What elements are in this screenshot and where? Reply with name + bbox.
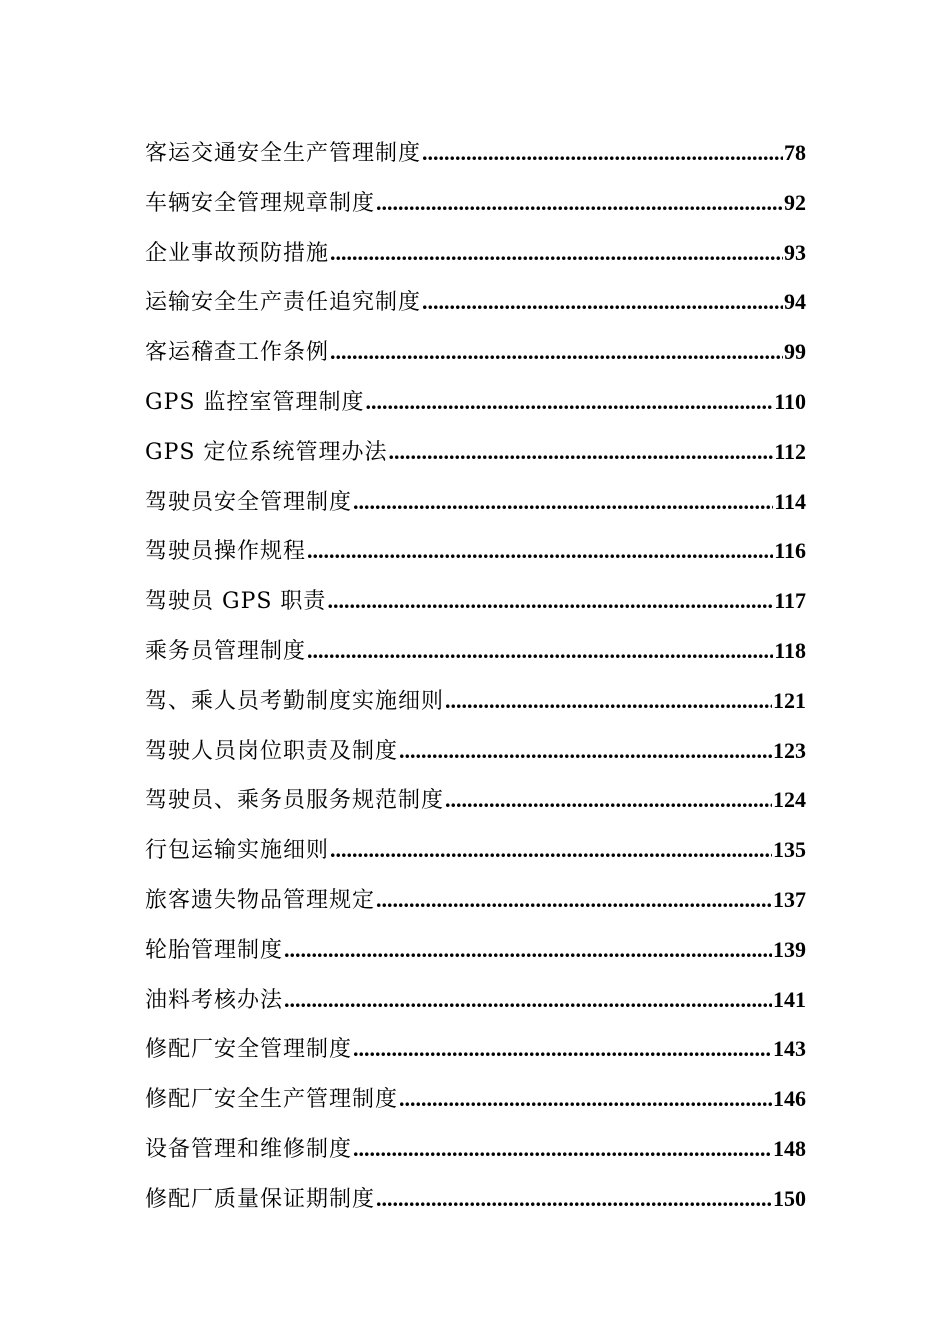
- toc-entry-title: 修配厂安全生产管理制度: [145, 1087, 399, 1113]
- toc-entry-title: 企业事故预防措施: [145, 240, 330, 266]
- toc-entry-page-number: 114: [774, 488, 806, 514]
- toc-entry-title: 客运稽查工作条例: [145, 340, 330, 366]
- toc-entry-page-number: 143: [773, 1036, 806, 1062]
- toc-entry-page-number: 116: [774, 538, 806, 564]
- toc-dot-leader: [376, 1174, 772, 1224]
- toc-entry[interactable]: [145, 228, 806, 278]
- toc-entry-title: 驾、乘人员考勤制度实施细则: [145, 688, 445, 714]
- toc-entry[interactable]: [145, 128, 806, 178]
- toc-entry-title: 驾驶员 GPS 职责: [145, 589, 327, 615]
- toc-entry-page-number: 141: [773, 986, 806, 1012]
- toc-entry-title: 车辆安全管理规章制度: [145, 190, 376, 216]
- toc-entry[interactable]: [145, 1074, 806, 1124]
- toc-entry[interactable]: [145, 676, 806, 726]
- toc-entry[interactable]: [145, 875, 806, 925]
- toc-entry[interactable]: [145, 975, 806, 1025]
- table-of-contents: [145, 128, 806, 1224]
- toc-dot-leader: [307, 626, 773, 676]
- toc-dot-leader: [330, 228, 783, 278]
- toc-entry[interactable]: [145, 1124, 806, 1174]
- toc-entry-title: GPS 定位系统管理办法: [145, 439, 388, 465]
- toc-entry-page-number: 135: [773, 837, 806, 863]
- toc-dot-leader: [388, 427, 773, 477]
- toc-dot-leader: [284, 975, 772, 1025]
- toc-entry-page-number: 146: [773, 1086, 806, 1112]
- toc-entry-title: 行包运输实施细则: [145, 838, 330, 864]
- toc-dot-leader: [353, 1024, 772, 1074]
- toc-entry-page-number: 124: [773, 787, 806, 813]
- toc-entry[interactable]: [145, 427, 806, 477]
- toc-entry-page-number: 99: [784, 339, 806, 365]
- toc-dot-leader: [353, 1124, 772, 1174]
- toc-entry[interactable]: [145, 726, 806, 776]
- toc-dot-leader: [284, 925, 772, 975]
- toc-entry-title: 乘务员管理制度: [145, 638, 307, 664]
- toc-entry-title: 驾驶员安全管理制度: [145, 489, 353, 515]
- toc-dot-leader: [307, 526, 773, 576]
- toc-entry-title: 运输安全生产责任追究制度: [145, 290, 422, 316]
- toc-dot-leader: [399, 726, 772, 776]
- toc-entry-page-number: 137: [773, 886, 806, 912]
- toc-dot-leader: [365, 377, 773, 427]
- toc-entry-title: 修配厂安全管理制度: [145, 1037, 353, 1063]
- toc-entry-title: 驾驶人员岗位职责及制度: [145, 738, 399, 764]
- toc-entry[interactable]: [145, 925, 806, 975]
- toc-entry[interactable]: [145, 277, 806, 327]
- toc-entry-page-number: 148: [773, 1135, 806, 1161]
- toc-entry-title: 油料考核办法: [145, 987, 284, 1013]
- toc-dot-leader: [353, 477, 773, 527]
- toc-entry-page-number: 123: [773, 737, 806, 763]
- toc-entry-title: 驾驶员、乘务员服务规范制度: [145, 788, 445, 814]
- toc-entry-page-number: 150: [773, 1185, 806, 1211]
- toc-entry[interactable]: [145, 178, 806, 228]
- toc-dot-leader: [330, 825, 772, 875]
- toc-entry-page-number: 121: [773, 687, 806, 713]
- toc-entry-title: 轮胎管理制度: [145, 937, 284, 963]
- toc-dot-leader: [422, 128, 783, 178]
- toc-entry-page-number: 112: [774, 438, 806, 464]
- toc-entry-title: 修配厂质量保证期制度: [145, 1186, 376, 1212]
- toc-entry[interactable]: [145, 1174, 806, 1224]
- toc-dot-leader: [376, 875, 772, 925]
- toc-dot-leader: [399, 1074, 772, 1124]
- toc-entry-title: 旅客遗失物品管理规定: [145, 887, 376, 913]
- toc-entry[interactable]: [145, 576, 806, 626]
- toc-dot-leader: [422, 277, 783, 327]
- toc-entry[interactable]: [145, 477, 806, 527]
- toc-entry-title: 驾驶员操作规程: [145, 539, 307, 565]
- toc-entry[interactable]: [145, 1024, 806, 1074]
- toc-entry-page-number: 110: [774, 388, 806, 414]
- toc-entry-page-number: 118: [774, 637, 806, 663]
- toc-entry[interactable]: [145, 626, 806, 676]
- toc-dot-leader: [327, 576, 773, 626]
- toc-entry-title: 设备管理和维修制度: [145, 1136, 353, 1162]
- toc-entry-page-number: 117: [774, 588, 806, 614]
- toc-entry-page-number: 93: [784, 239, 806, 265]
- toc-entry-title: GPS 监控室管理制度: [145, 389, 365, 415]
- toc-entry-title: 客运交通安全生产管理制度: [145, 141, 422, 166]
- toc-dot-leader: [330, 327, 783, 377]
- toc-entry-page-number: 94: [784, 289, 806, 315]
- toc-dot-leader: [445, 775, 772, 825]
- toc-entry[interactable]: [145, 526, 806, 576]
- toc-entry[interactable]: [145, 825, 806, 875]
- toc-dot-leader: [376, 178, 783, 228]
- toc-entry-page-number: 139: [773, 936, 806, 962]
- toc-entry[interactable]: [145, 377, 806, 427]
- toc-entry-page-number: 92: [784, 189, 806, 215]
- toc-entry[interactable]: [145, 327, 806, 377]
- toc-entry-page-number: 78: [784, 140, 806, 165]
- toc-dot-leader: [445, 676, 772, 726]
- toc-entry[interactable]: [145, 775, 806, 825]
